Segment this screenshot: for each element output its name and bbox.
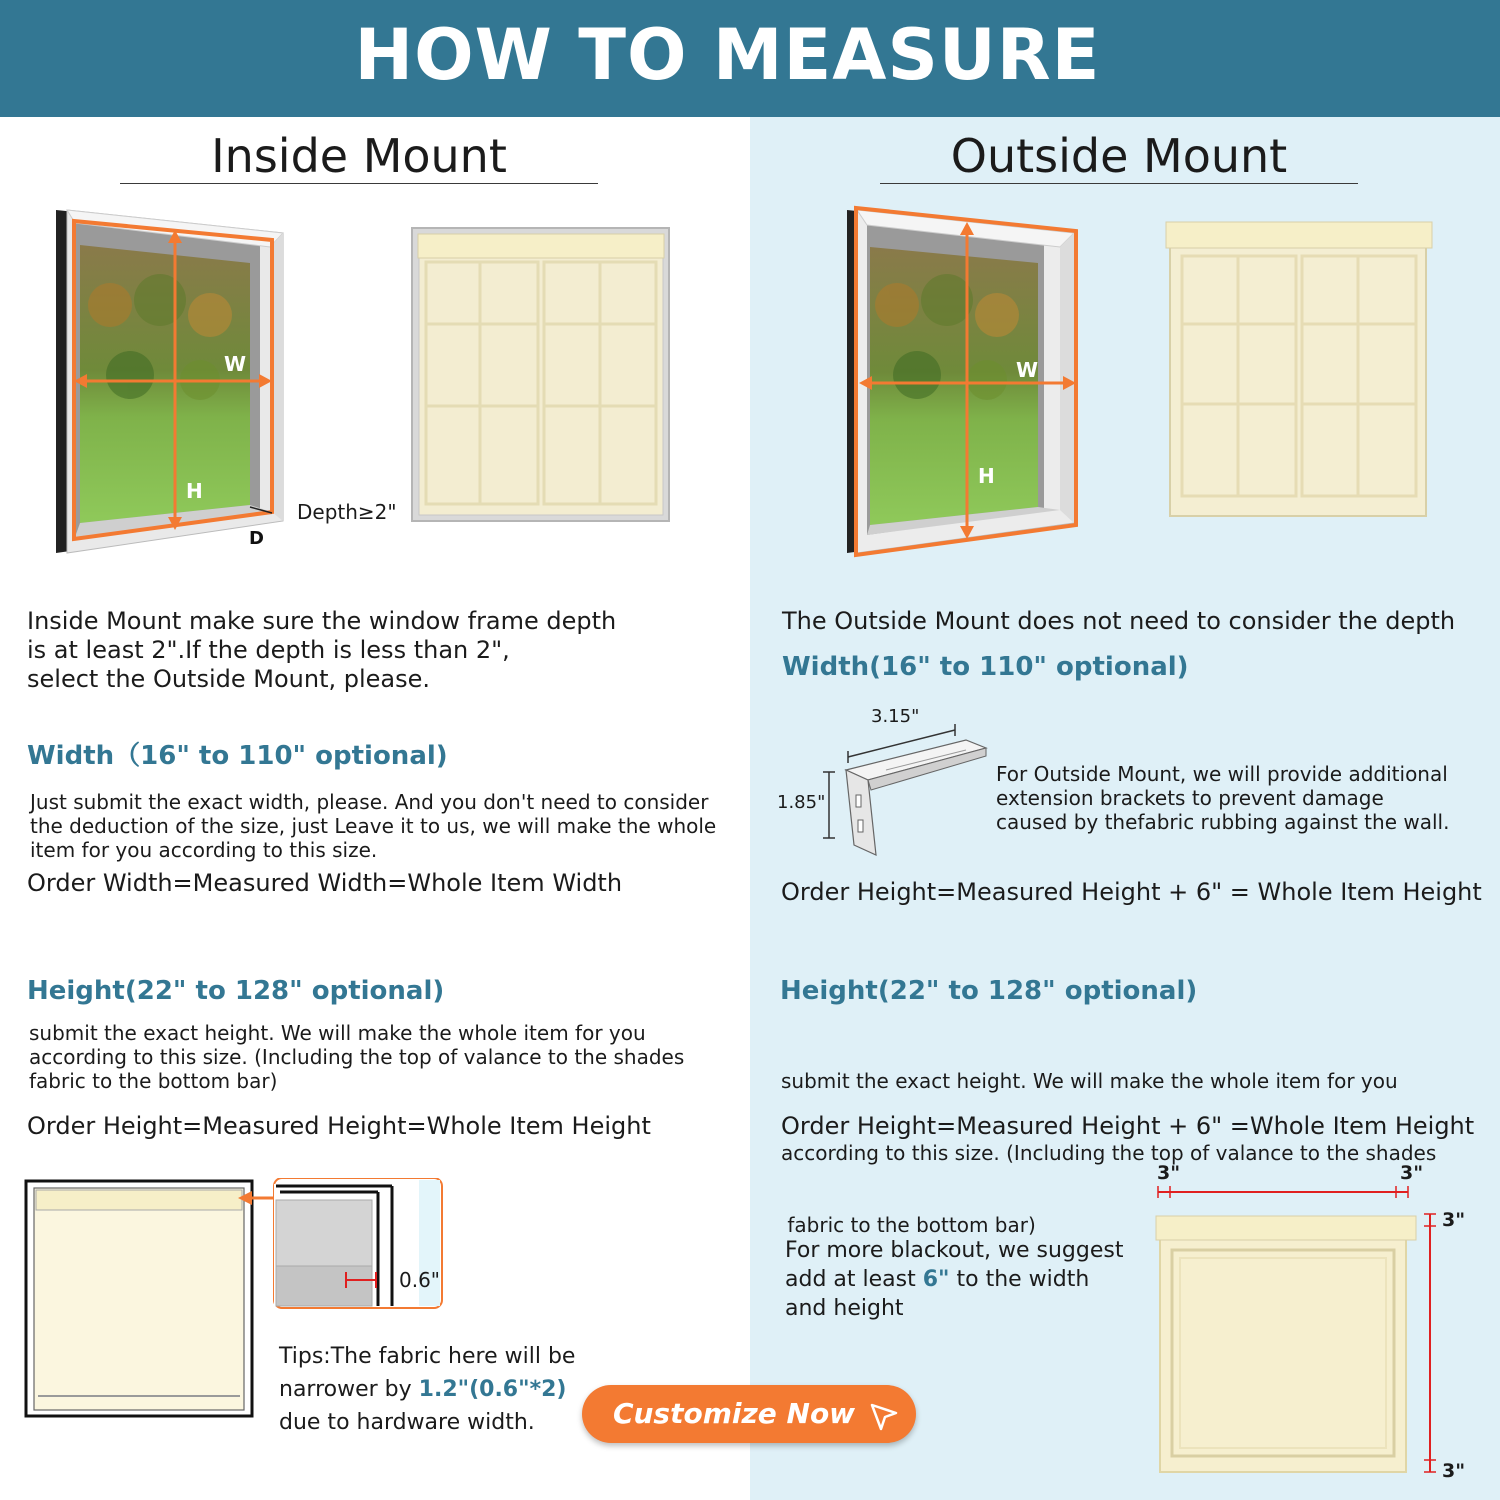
- margin-bottom-label: 3": [1442, 1460, 1466, 1482]
- blackout-tip: [785, 1236, 1123, 1323]
- page-title: HOW TO MEASURE: [354, 14, 1101, 96]
- bracket-text-line: For Outside Mount, we will provide additional: [996, 762, 1448, 786]
- outside-intro: The Outside Mount does not need to consider the depth: [782, 607, 1456, 635]
- hardware-width-label: 0.6": [399, 1268, 441, 1292]
- header-bar: [0, 0, 1500, 117]
- blackout-line: and height: [785, 1296, 904, 1321]
- blackout-line: For more blackout, we suggest: [785, 1238, 1124, 1263]
- tips-highlight: 1.2"(0.6"*2): [418, 1377, 567, 1402]
- inside-width-formula: Order Width=Measured Width=Whole Item Width: [27, 869, 623, 897]
- outside-window-diagram: [842, 205, 1092, 565]
- cursor-icon: [868, 1399, 902, 1433]
- inside-intro: [27, 607, 727, 694]
- outside-width-formula: Order Height=Measured Height + 6" = Whole Item Height: [781, 878, 1482, 906]
- inside-width-line: Just submit the exact width, please. And you don't need to consider: [30, 790, 709, 814]
- inside-title-divider: [120, 183, 598, 184]
- inside-height-line: according to this size. (Including the top of valance to the shades: [29, 1045, 685, 1069]
- inside-width-heading: Width（16" to 110" optional): [27, 741, 448, 771]
- inside-height-line: fabric to the bottom bar): [29, 1069, 278, 1093]
- outside-width-heading: Width(16" to 110" optional): [782, 652, 1189, 682]
- inside-height-text: [29, 1021, 729, 1093]
- inside-intro-line: Inside Mount make sure the window frame depth: [27, 607, 617, 635]
- inside-width-line: the deduction of the size, just Leave it to us, we will make the whole: [30, 814, 717, 838]
- outside-h-label: H: [978, 464, 995, 488]
- bracket-length-label: 3.15": [871, 706, 920, 727]
- inside-shade-image: [410, 226, 672, 524]
- margin-right-label: 3": [1400, 1162, 1424, 1184]
- margin-left-label: 3": [1157, 1162, 1181, 1184]
- bracket-text-line: caused by thefabric rubbing against the wall.: [996, 810, 1450, 834]
- inside-d-label: D: [249, 528, 264, 549]
- outside-height-line: according to this size. (Including the top of valance to the shades: [781, 1141, 1437, 1165]
- tips-line: Tips:The fabric here will be: [279, 1344, 576, 1369]
- inside-tips: [279, 1340, 575, 1439]
- inside-h-label: H: [186, 479, 203, 503]
- outside-title-divider: [880, 183, 1358, 184]
- tips-line: [279, 1373, 575, 1406]
- outside-height-formula: Order Height=Measured Height + 6" =Whole Item Height: [781, 1112, 1475, 1140]
- tips-line: due to hardware width.: [279, 1410, 535, 1435]
- inside-w-label: W: [224, 352, 247, 376]
- inside-intro-line: select the Outside Mount, please.: [27, 665, 431, 693]
- bracket-height-label: 1.85": [777, 792, 826, 813]
- customize-now-label: Customize Now: [612, 1397, 856, 1430]
- bracket-text-line: extension brackets to prevent damage: [996, 786, 1384, 810]
- outside-height-heading: Height(22" to 128" optional): [780, 976, 1198, 1006]
- inside-mount-title: Inside Mount: [211, 129, 507, 183]
- outside-height-line: fabric to the bottom bar): [781, 1213, 1036, 1237]
- blackout-text: add at least: [785, 1267, 923, 1292]
- outside-margin-diagram: [1150, 1180, 1450, 1480]
- bracket-text: [996, 762, 1449, 834]
- tips-text: narrower by: [279, 1377, 419, 1402]
- inside-width-line: item for you according to this size.: [30, 838, 378, 862]
- customize-now-button[interactable]: [582, 1385, 916, 1443]
- outside-height-line: submit the exact height. We will make the whole item for you: [781, 1069, 1398, 1093]
- outside-shade-image: [1164, 220, 1434, 520]
- blackout-line: [785, 1265, 1123, 1294]
- depth-label: Depth≥2": [297, 500, 397, 524]
- inside-height-line: submit the exact height. We will make the whole item for you: [29, 1021, 646, 1045]
- inside-height-formula: Order Height=Measured Height=Whole Item Height: [27, 1112, 651, 1140]
- inside-width-text: [30, 790, 730, 862]
- margin-top-label: 3": [1442, 1209, 1466, 1231]
- blackout-text: to the width: [949, 1267, 1090, 1292]
- blackout-highlight: 6": [922, 1267, 950, 1292]
- outside-w-label: W: [1016, 358, 1039, 382]
- inside-intro-line: is at least 2".If the depth is less than 2",: [27, 636, 510, 664]
- outside-mount-title: Outside Mount: [950, 129, 1288, 183]
- inside-height-heading: Height(22" to 128" optional): [27, 976, 445, 1006]
